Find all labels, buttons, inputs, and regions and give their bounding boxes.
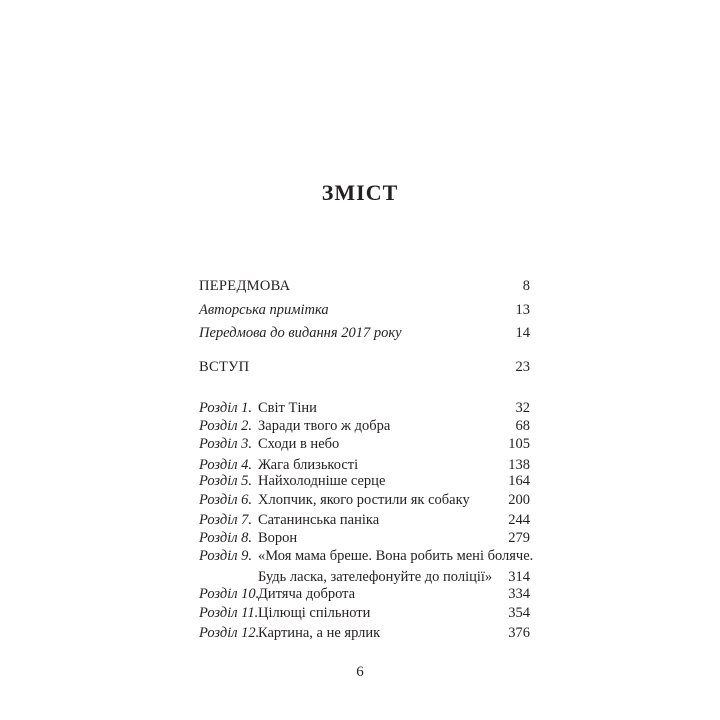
chapter-page: 244: [508, 512, 530, 528]
chapter-label: Розділ 1.: [199, 400, 253, 416]
toc-entry-label: Передмова до видання 2017 року: [199, 325, 402, 341]
chapter-title: Світ Тіни: [258, 400, 317, 416]
chapter-page: 314: [508, 569, 530, 585]
toc-entry-page: 23: [515, 359, 530, 375]
chapter-page: 32: [515, 400, 530, 416]
chapter-label: Розділ 5.: [199, 473, 253, 489]
toc-entry-preface[interactable]: [199, 275, 530, 297]
toc-chapter-11[interactable]: [199, 602, 530, 624]
chapter-title: Дитяча доброта: [258, 586, 356, 602]
chapter-label: Розділ 7.: [199, 512, 253, 528]
chapter-label: Розділ 11.: [199, 605, 259, 621]
chapter-title: Сходи в небо: [258, 436, 340, 452]
toc-chapter-9[interactable]: [199, 545, 534, 567]
chapter-title: Ворон: [258, 530, 298, 546]
toc-entry-page: 8: [522, 278, 530, 294]
chapter-page: 376: [508, 625, 530, 641]
chapter-label: Розділ 10.: [199, 586, 260, 602]
chapter-page: 200: [508, 492, 530, 508]
page-number: 6: [356, 664, 364, 680]
toc-entry-label: ПЕРЕДМОВА: [199, 278, 291, 294]
chapter-label: Розділ 6.: [199, 492, 253, 508]
toc-entry-label: ВСТУП: [199, 359, 250, 375]
chapter-label: Розділ 4.: [199, 457, 253, 473]
chapter-page: 354: [508, 605, 530, 621]
toc-chapter-3[interactable]: [199, 433, 530, 455]
chapter-page: 68: [515, 418, 530, 434]
toc-entry-intro[interactable]: [199, 356, 530, 378]
chapter-page: 105: [508, 436, 530, 452]
toc-entry-page: 14: [515, 325, 530, 341]
chapter-label: Розділ 8.: [199, 530, 253, 546]
chapter-page: 334: [508, 586, 530, 602]
chapter-title: «Моя мама бреше. Вона робить мені боляче.: [258, 548, 534, 564]
page-title: ЗМІСТ: [321, 180, 399, 205]
chapter-title: Жага близькості: [258, 457, 359, 473]
chapter-page: 138: [508, 457, 530, 473]
chapter-title: Будь ласка, зателефонуйте до поліції»: [258, 569, 493, 585]
chapter-title: Заради твого ж добра: [258, 418, 391, 434]
chapter-title: Найхолодніше серце: [258, 473, 386, 489]
chapter-page: 164: [508, 473, 530, 489]
toc-entry-label: Авторська примітка: [199, 302, 329, 318]
chapter-label: Розділ 12.: [199, 625, 260, 641]
toc-chapter-6[interactable]: [199, 489, 530, 511]
toc-entry-page: 13: [515, 302, 530, 318]
chapter-label: Розділ 2.: [199, 418, 253, 434]
toc-entry-2017-preface[interactable]: [199, 322, 530, 344]
chapter-title: Сатанинська паніка: [258, 512, 380, 528]
chapter-label: Розділ 9.: [199, 548, 253, 564]
toc-entry-author-note[interactable]: [199, 299, 530, 321]
toc-chapter-12[interactable]: [199, 622, 530, 644]
chapter-title: Цілющі спільноти: [258, 605, 371, 621]
chapter-label: Розділ 3.: [199, 436, 253, 452]
chapter-page: 279: [508, 530, 530, 546]
chapter-title: Картина, а не ярлик: [258, 625, 381, 641]
chapter-title: Хлопчик, якого ростили як собаку: [258, 492, 470, 508]
